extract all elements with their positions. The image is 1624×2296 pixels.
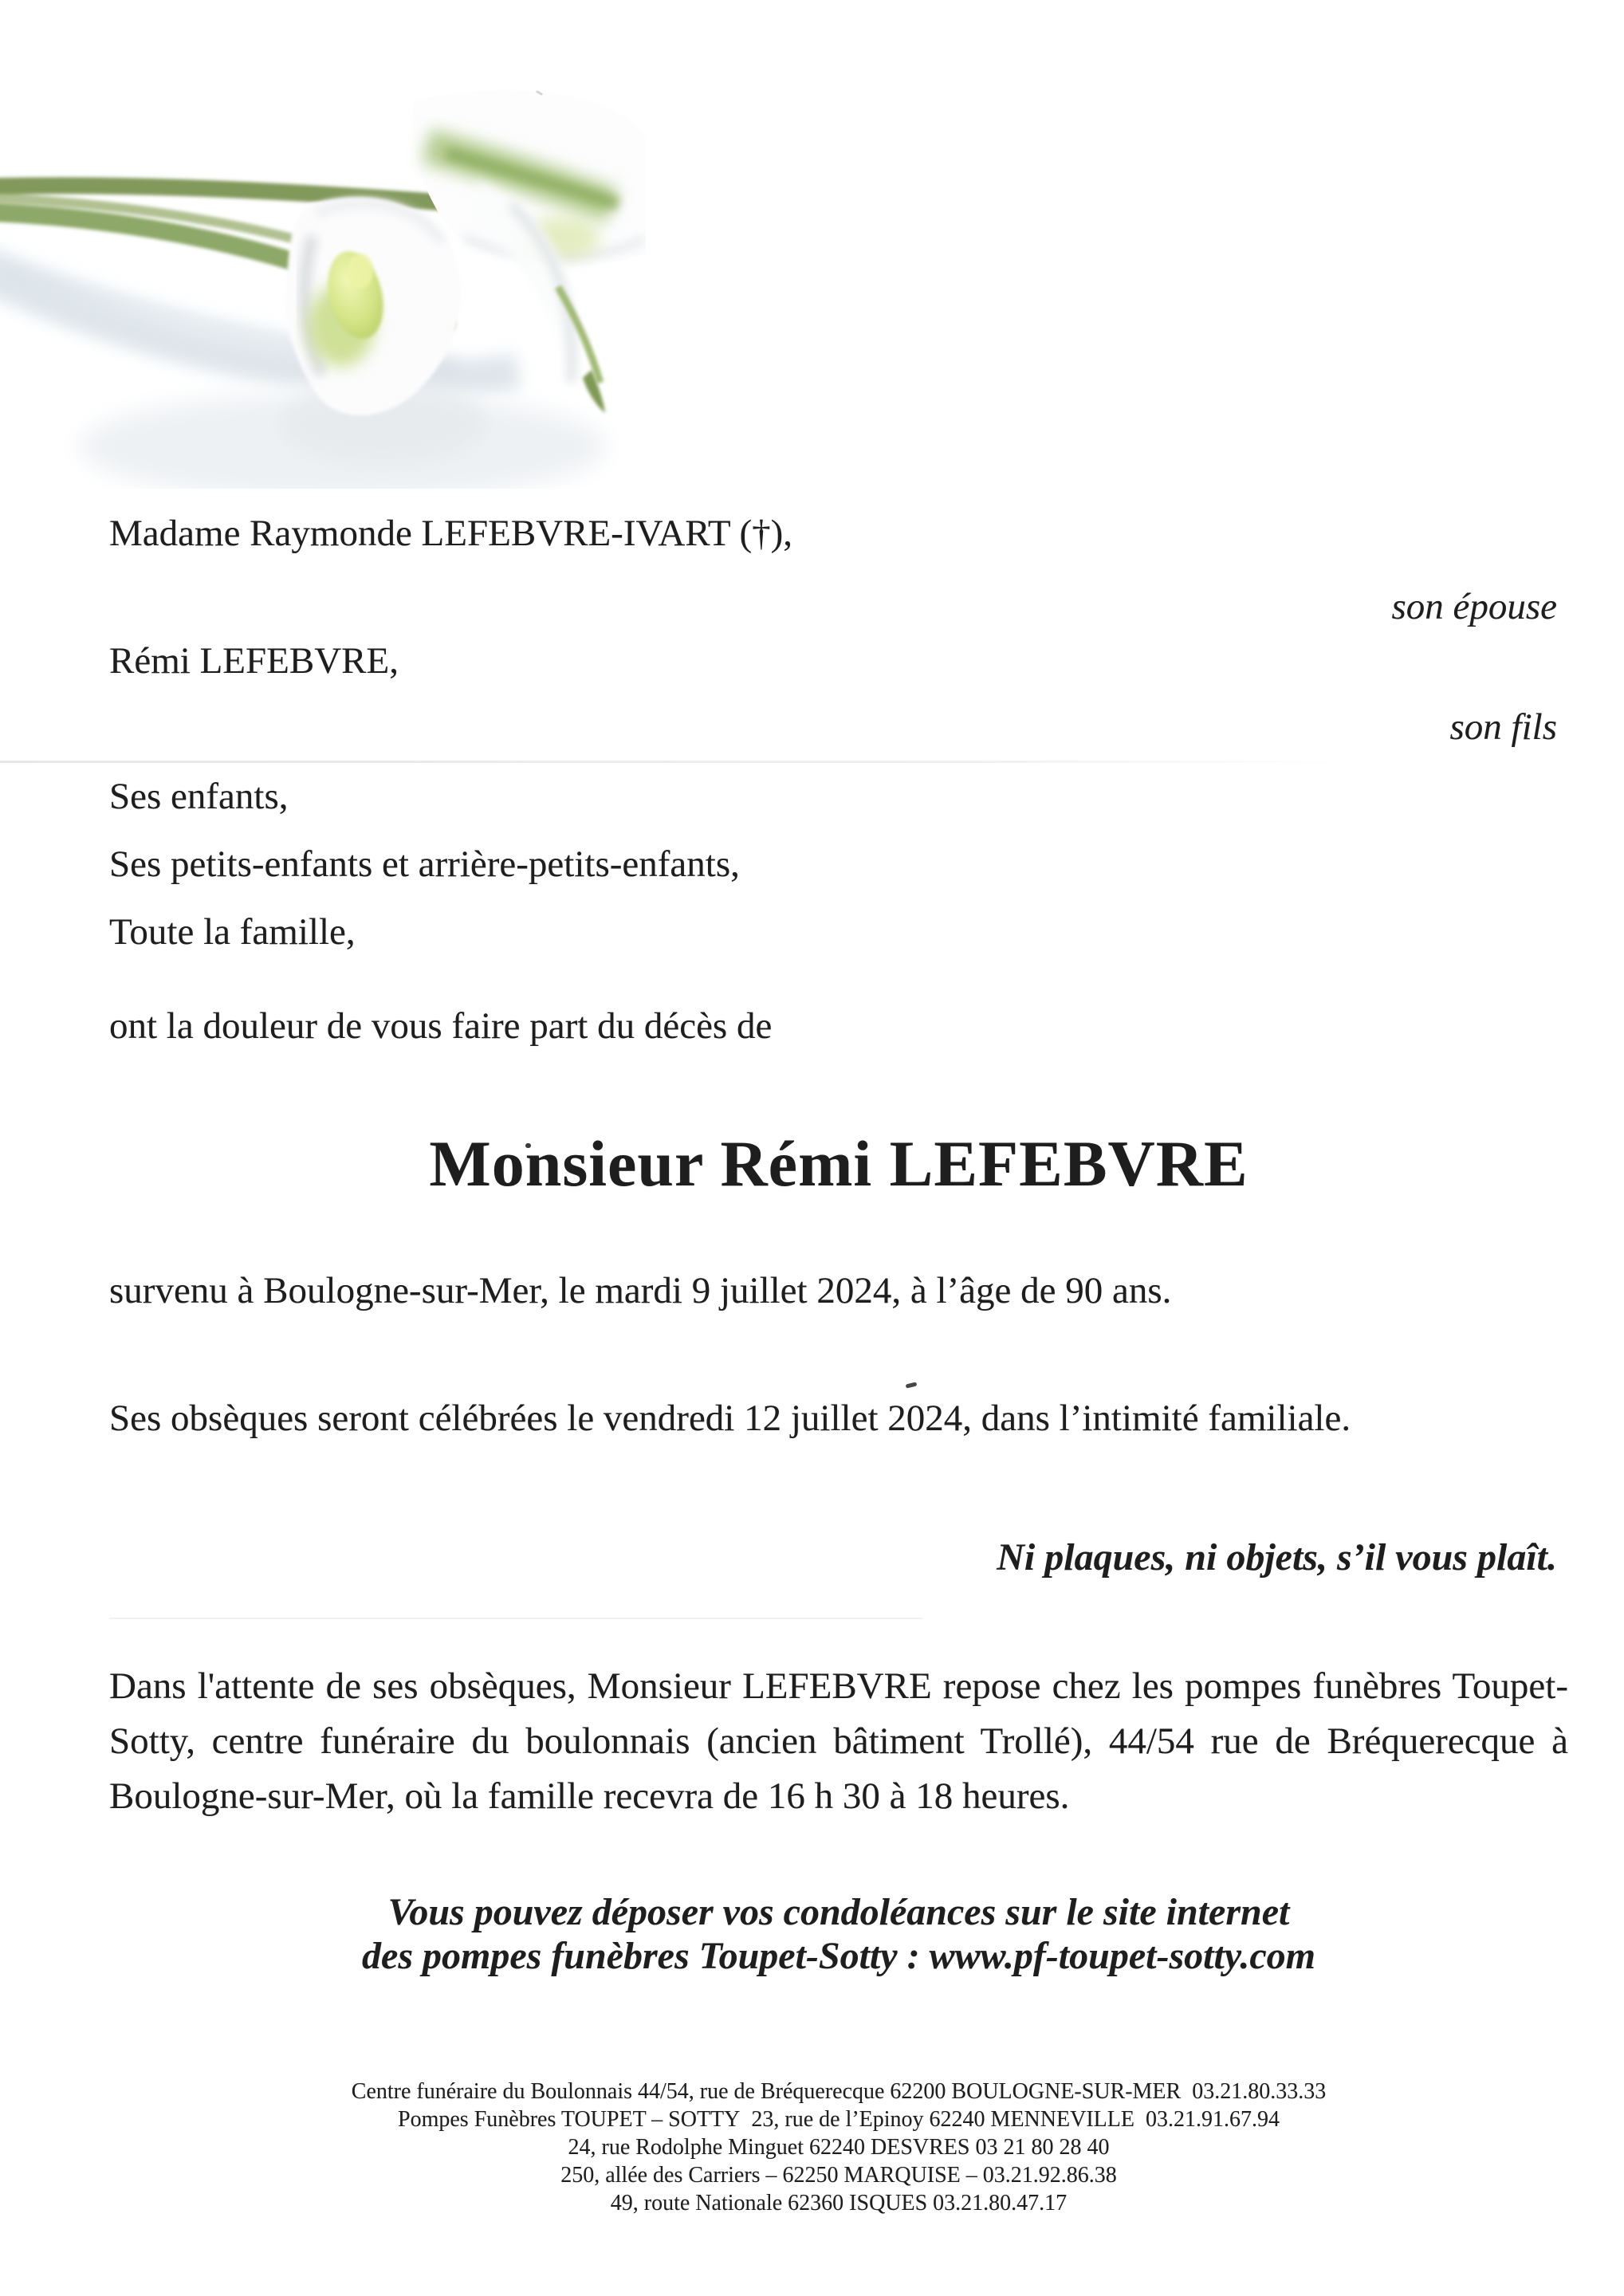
condolences-line-2: des pompes funèbres Toupet-Sotty : www.pf-toupet-sotty.com xyxy=(362,1935,1315,1977)
wife-relation-label: son épouse xyxy=(1391,586,1557,627)
death-details-line: survenu à Boulogne-sur-Mer, le mardi 9 juillet 2024, à l’âge de 90 ans. xyxy=(109,1270,1172,1311)
wife-name-line: Madame Raymonde LEFEBVRE-IVART (†), xyxy=(109,513,792,554)
intro-line: ont la douleur de vous faire part du décès de xyxy=(109,1005,773,1047)
funeral-details-line: Ses obsèques seront célébrées le vendredi 12 juillet 2024, dans l’intimité familiale. xyxy=(109,1398,1351,1439)
condolences-line-1: Vous pouvez déposer vos condoléances sur le site internet xyxy=(387,1891,1290,1933)
scan-artifact-line-bottom xyxy=(109,1618,922,1619)
footer-location-line-4: 250, allée des Carriers – 62250 MARQUISE – 03.21.92.86.38 xyxy=(560,2163,1117,2188)
footer-location-line-2: Pompes Funèbres TOUPET – SOTTY 23, rue de l’Epinoy 62240 MENNEVILLE 03.21.91.67.94 xyxy=(398,2107,1280,2132)
son-relation-label: son fils xyxy=(1449,706,1557,748)
whole-family-line: Toute la famille, xyxy=(109,911,356,953)
no-plaques-note: Ni plaques, ni objets, s’il vous plaît. xyxy=(997,1536,1557,1578)
repose-paragraph-line-2: Sotty, centre funéraire du boulonnais (ancien bâtiment Trollé), 44/54 rue de Bréquerecque à xyxy=(109,1720,1568,1762)
calla-lily-photo xyxy=(0,86,646,489)
footer-location-line-1: Centre funéraire du Boulonnais 44/54, rue de Bréquerecque 62200 BOULOGNE-SUR-MER 03.21.80.33.33 xyxy=(351,2079,1327,2104)
repose-paragraph-line-3: Boulogne-sur-Mer, où la famille recevra de 16 h 30 à 18 heures. xyxy=(109,1775,1070,1817)
footer-location-line-5: 49, route Nationale 62360 ISQUES 03.21.80.47.17 xyxy=(610,2191,1068,2215)
grandchildren-line: Ses petits-enfants et arrière-petits-enfants, xyxy=(109,843,740,885)
deceased-name-title: Monsieur Rémi LEFEBVRE xyxy=(429,1127,1248,1200)
scan-artifact-line-top xyxy=(0,761,1339,763)
repose-paragraph-line-1: Dans l'attente de ses obsèques, Monsieur LEFEBVRE repose chez les pompes funèbres Toupet- xyxy=(109,1665,1568,1707)
son-name-line: Rémi LEFEBVRE, xyxy=(109,640,399,682)
children-line: Ses enfants, xyxy=(109,776,289,817)
scan-speck-middle xyxy=(906,1382,918,1388)
footer-location-line-3: 24, rue Rodolphe Minguet 62240 DESVRES 03 21 80 28 40 xyxy=(568,2135,1110,2160)
